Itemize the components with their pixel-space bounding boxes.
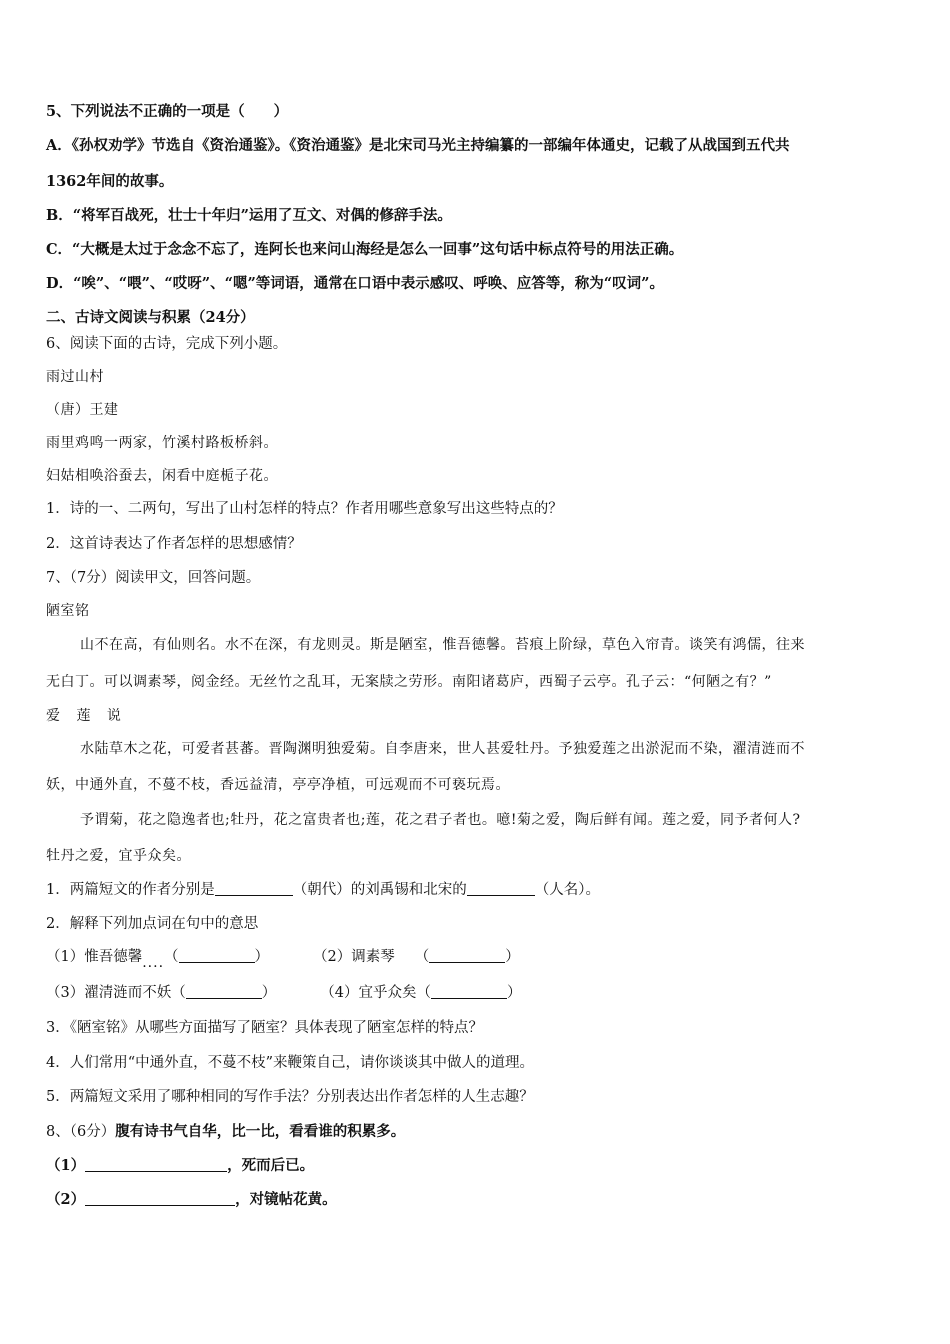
- q8-item2: [46, 1190, 910, 1210]
- q8-item1-tail: ，死而后已。: [227, 1157, 315, 1174]
- q7-sub1-part2: （朝代）的刘禹锡和北宋的: [292, 882, 467, 898]
- q8-stem-score: 8、（6分）: [46, 1124, 116, 1140]
- paren-open: （: [164, 949, 179, 965]
- paren-close: ）: [505, 949, 520, 965]
- q6-stem: 6、阅读下面的古诗，完成下列小题。: [46, 336, 288, 352]
- text1-title: 陋室铭: [46, 603, 90, 619]
- answer-blank-item1[interactable]: [179, 948, 255, 963]
- poem-line-1: 雨里鸡鸣一两家，竹溪村路板桥斜。: [46, 435, 278, 451]
- answer-blank-name[interactable]: [467, 881, 535, 896]
- q8-item2-tail: ，对镜帖花黄。: [235, 1191, 337, 1208]
- q6-sub2: 2．这首诗表达了作者怎样的思想感情？: [46, 536, 302, 552]
- emphasis-dots: ....: [142, 955, 165, 971]
- q8-stem-text: 腹有诗书气自华，比一比，看看谁的积累多。: [115, 1123, 406, 1140]
- q7-sub3: 3．《陋室铭》从哪些方面描写了陋室？具体表现了陋室怎样的特点？: [46, 1020, 483, 1036]
- answer-blank-item3[interactable]: [186, 984, 262, 999]
- text1-paragraph-line1: 山不在高，有仙则名。水不在深，有龙则灵。斯是陋室，惟吾德馨。苔痕上阶绿，草色入帘青。谈笑有鸿儒，往来: [80, 637, 805, 653]
- q7-sub4: 4．人们常用“中通外直，不蔓不枝”来鞭策自己，请你谈谈其中做人的道理。: [46, 1055, 535, 1071]
- paren-open: （: [171, 985, 186, 1001]
- q7-sub5: 5．两篇短文采用了哪种相同的写作手法？分别表达出作者怎样的人生志趣？: [46, 1089, 534, 1105]
- section2-title: 二、古诗文阅读与积累（24分）: [46, 309, 255, 326]
- q5-option-d: D．“唉”、“喂”、“哎呀”、“嗯”等词语，通常在口语中表示感叹、呼唤、应答等，称为“叹词”。: [46, 275, 664, 292]
- item4-label: （4）宜乎众矣: [320, 985, 417, 1001]
- text2-title: 爱 莲 说: [46, 708, 127, 724]
- q7-sub2-row1: [46, 947, 910, 973]
- q7-sub1-part1: 1．两篇短文的作者分别是: [46, 882, 215, 898]
- q7-sub1: [46, 880, 910, 900]
- text2-paragraph2-line2: 牡丹之爱，宜乎众矣。: [46, 848, 191, 864]
- item1-label: （1）惟吾德馨: [46, 949, 143, 965]
- paren-close: ）: [254, 949, 270, 965]
- poem-title: 雨过山村: [46, 369, 104, 385]
- answer-blank-item4[interactable]: [431, 984, 507, 999]
- q7-sub2-row2: [46, 983, 910, 1003]
- q5-option-a-line1: A．《孙权劝学》节选自《资治通鉴》。《资治通鉴》是北宋司马光主持编纂的一部编年体通史，记载了从战国到五代共: [46, 137, 790, 154]
- q8-item1: [46, 1156, 910, 1176]
- paren-open: （: [414, 949, 430, 965]
- q5-stem: 5、下列说法不正确的一项是（ ）: [46, 103, 289, 120]
- q8-stem: [46, 1122, 910, 1142]
- q7-sub2: 2．解释下列加点词在句中的意思: [46, 916, 259, 932]
- q5-option-c: C．“大概是太过于念念不忘了，连阿长也来问山海经是怎么一回事”这句话中标点符号的用法正确。: [46, 241, 684, 258]
- q7-sub1-part3: （人名）。: [534, 882, 600, 898]
- answer-blank-q8-1[interactable]: [85, 1157, 227, 1172]
- answer-blank-item2[interactable]: [429, 948, 505, 963]
- text1-paragraph-line2: 无白丁。可以调素琴，阅金经。无丝竹之乱耳，无案牍之劳形。南阳诸葛庐，西蜀子云亭。孔子云：“何陋之有？”: [46, 674, 772, 690]
- q8-item1-label: （1）: [46, 1157, 86, 1174]
- poem-line-2: 妇姑相唤浴蚕去，闲看中庭栀子花。: [46, 468, 278, 484]
- poem-author: （唐）王建: [46, 402, 119, 418]
- paren-close: ）: [506, 985, 522, 1001]
- paren-open: （: [416, 985, 431, 1001]
- text2-paragraph1-line1: 水陆草木之花，可爱者甚蕃。晋陶渊明独爱菊。自李唐来，世人甚爱牡丹。予独爱莲之出淤泥而不染，濯清涟而不: [80, 741, 805, 757]
- q7-stem: 7、（7分）阅读甲文，回答问题。: [46, 570, 261, 586]
- paren-close: ）: [261, 985, 277, 1001]
- text2-paragraph2-line1: 予谓菊，花之隐逸者也;牡丹，花之富贵者也;莲，花之君子者也。噫!菊之爱，陶后鲜有闻。莲之爱，同予者何人?: [80, 812, 801, 828]
- answer-blank-q8-2[interactable]: [85, 1191, 235, 1206]
- q8-item2-label: （2）: [46, 1191, 86, 1208]
- text2-paragraph1-line2: 妖，中通外直，不蔓不枝，香远益清，亭亭净植，可远观而不可亵玩焉。: [46, 777, 510, 793]
- q6-sub1: 1．诗的一、二两句，写出了山村怎样的特点？作者用哪些意象写出这些特点的？: [46, 501, 563, 517]
- item2-label: （2）调素琴: [313, 949, 395, 965]
- q5-option-a-line2: 1362年间的故事。: [46, 173, 174, 190]
- answer-blank-dynasty[interactable]: [215, 881, 293, 896]
- q5-option-b: B．“将军百战死，壮士十年归”运用了互文、对偶的修辞手法。: [46, 207, 452, 224]
- item3-label: （3）濯清涟而不妖: [46, 985, 172, 1001]
